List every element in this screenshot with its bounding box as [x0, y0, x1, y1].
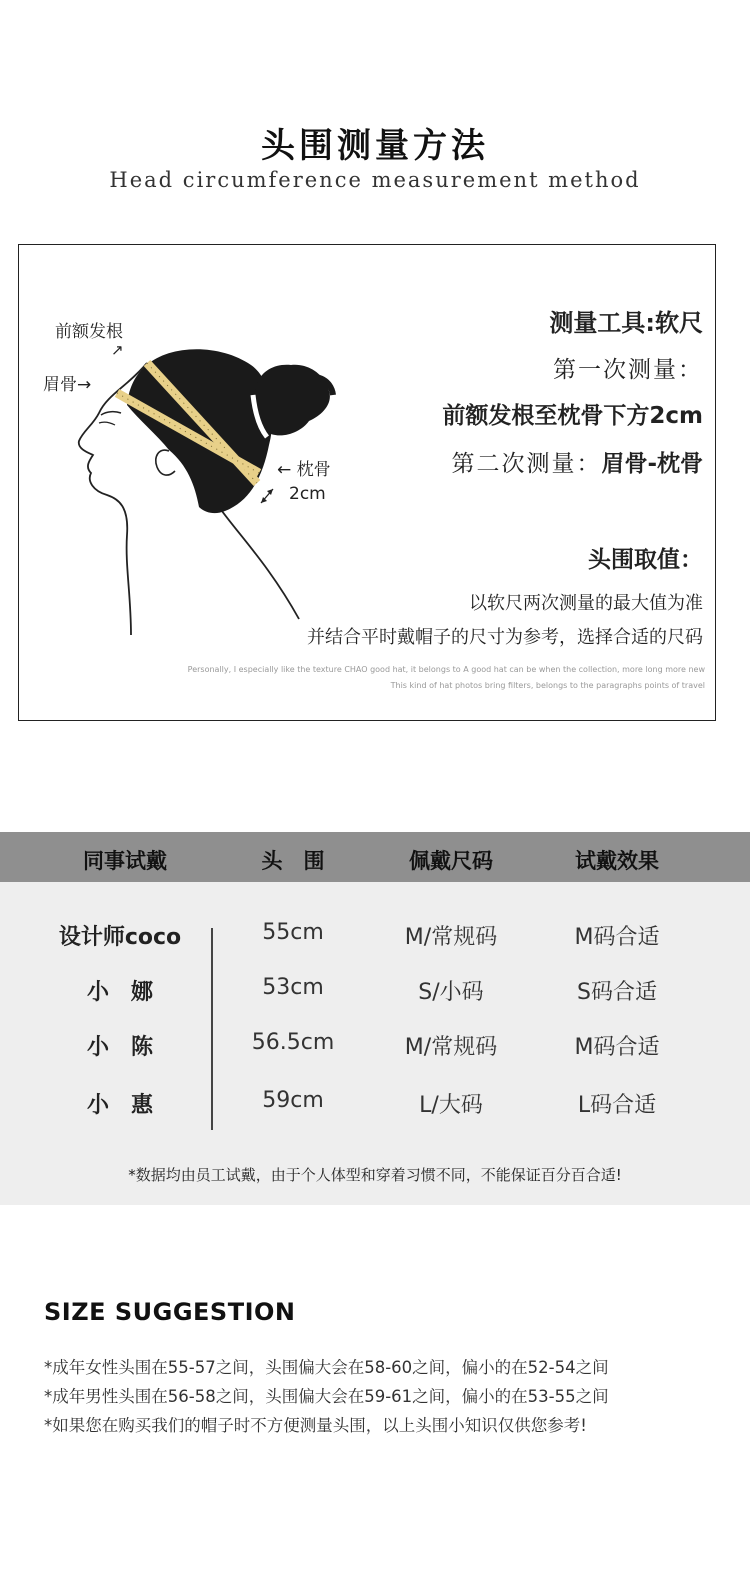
label-offset: 2cm [289, 484, 326, 504]
cell-size: M/常规码 [404, 1035, 498, 1060]
second-measure [451, 445, 703, 478]
label-forehead-hairline: 前额发根 [55, 322, 123, 342]
trial-table-header [0, 832, 750, 882]
measurement-diagram-frame [18, 244, 716, 721]
cell-name: 小 陈 [86, 1035, 153, 1060]
table-divider [211, 928, 213, 1130]
fine-print-2: This kind of hat photos bring filters, belongs to the paragraphs points of travel [390, 681, 705, 690]
cell-head: 53cm [262, 975, 324, 1000]
page-title-cn: 头围测量方法 [261, 126, 489, 166]
cell-effect: M码合适 [574, 925, 660, 950]
trial-table-body [0, 882, 750, 1205]
size-suggestion-title: SIZE SUGGESTION [44, 1298, 296, 1326]
table-note: *数据均由员工试戴，由于个人体型和穿着习惯不同，不能保证百分百合适! [128, 1166, 622, 1184]
col-header-effect: 试戴效果 [575, 849, 659, 873]
value-line-2: 并结合平时戴帽子的尺寸为参考，选择合适的尺码 [307, 627, 703, 648]
first-measure-label: 第一次测量： [553, 357, 703, 383]
second-measure-value: 眉骨-枕骨 [601, 451, 703, 477]
cell-head: 55cm [262, 920, 324, 945]
cell-head: 56.5cm [251, 1030, 335, 1055]
cell-effect: S码合适 [577, 980, 657, 1005]
cell-effect: M码合适 [574, 1035, 660, 1060]
cell-name: 小 娜 [86, 980, 153, 1005]
cell-name: 设计师coco [58, 925, 182, 950]
col-header-size: 佩戴尺码 [409, 849, 493, 873]
suggestion-line: *成年女性头围在55-57之间，头围偏大会在58-60之间，偏小的在52-54之间 [44, 1358, 609, 1377]
suggestion-line: *成年男性头围在56-58之间，头围偏大会在59-61之间，偏小的在53-55之间 [44, 1387, 609, 1406]
second-measure-label: 第二次测量： [451, 451, 602, 477]
label-occipital: ← 枕骨 [277, 460, 331, 480]
cell-size: M/常规码 [404, 925, 498, 950]
fine-print-1: Personally, I especially like the texture CHAO good hat, it belongs to A good hat can be when the collection, more long more new [187, 665, 705, 674]
value-title: 头围取值： [588, 547, 703, 573]
suggestion-line: *如果您在购买我们的帽子时不方便测量头围，以上头围小知识仅供您参考! [44, 1416, 587, 1435]
cell-head: 59cm [262, 1088, 324, 1113]
cell-size: S/小码 [418, 980, 484, 1005]
cell-name: 小 惠 [86, 1093, 153, 1118]
col-header-head: 头 围 [261, 849, 325, 873]
first-measure-value: 前额发根至枕骨下方2cm [442, 403, 703, 429]
label-arrow-up-icon: ↗ [111, 341, 124, 359]
col-header-colleague: 同事试戴 [83, 849, 167, 873]
cell-size: L/大码 [419, 1093, 483, 1118]
cell-effect: L码合适 [577, 1093, 657, 1118]
value-line-1: 以软尺两次测量的最大值为准 [469, 593, 703, 614]
measure-tool: 测量工具:软尺 [549, 309, 703, 337]
page-title-en: Head circumference measurement method [109, 168, 641, 192]
label-brow-bone: 眉骨→ [43, 375, 92, 395]
